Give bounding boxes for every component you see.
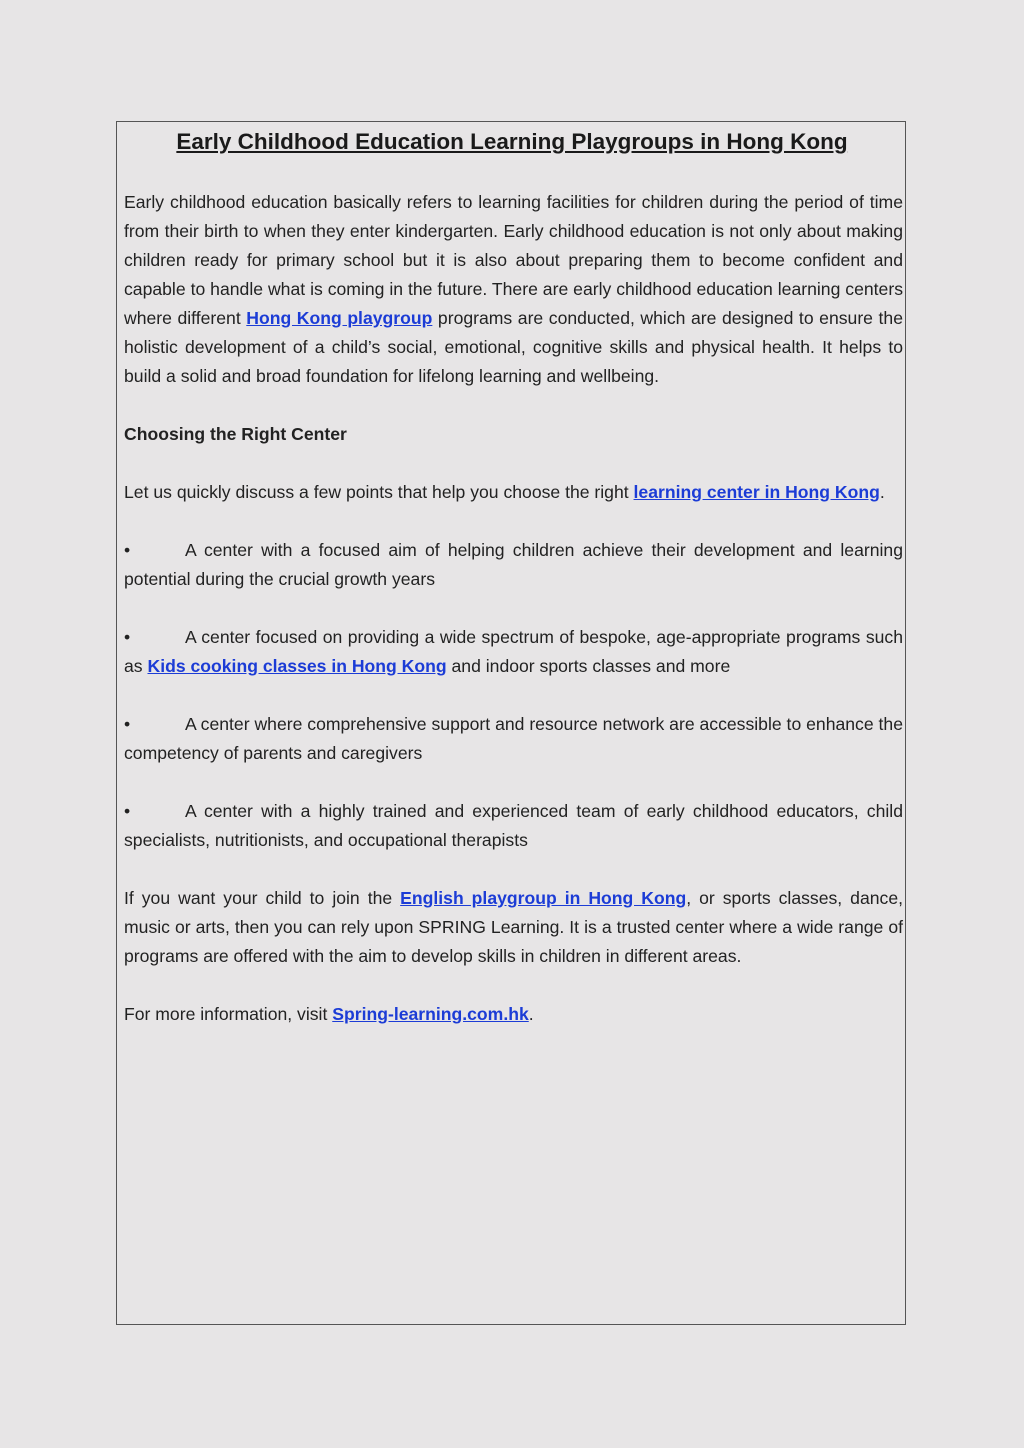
intro-paragraph bbox=[124, 188, 903, 391]
closing-text-start: If you want your child to join the bbox=[124, 888, 401, 908]
more-info-paragraph bbox=[124, 1000, 903, 1029]
lead-paragraph bbox=[124, 478, 903, 507]
bullet-item-1 bbox=[124, 536, 903, 594]
bullet-marker: • bbox=[124, 540, 131, 560]
learning-center-link[interactable]: learning center in Hong Kong bbox=[633, 482, 880, 502]
intro-text-end: programs are conducted, which are designed to ensure the holistic development of a child’s social, emotional, cognitive skills and physical health. It helps to build a solid and broad foundation for lifelong learning and wellbeing. bbox=[124, 308, 903, 386]
spring-learning-website-link[interactable]: Spring-learning.com.hk bbox=[332, 1004, 529, 1024]
lead-text-start: Let us quickly discuss a few points that help you choose the right bbox=[124, 482, 634, 502]
document-body bbox=[124, 188, 903, 1029]
english-playgroup-link[interactable]: English playgroup in Hong Kong bbox=[400, 888, 687, 908]
bullet-text-start: A center focused on providing a wide spectrum of bespoke, age-appropriate programs such as bbox=[124, 627, 903, 676]
bullet-text: A center where comprehensive support and resource network are accessible to enhance the competency of parents and caregivers bbox=[124, 714, 903, 763]
page-title: Early Childhood Education Learning Playgroups in Hong Kong bbox=[176, 129, 848, 154]
bullet-text-end: and indoor sports classes and more bbox=[446, 656, 731, 676]
bullet-item-2 bbox=[124, 623, 903, 681]
bullet-text: A center with a focused aim of helping children achieve their development and learning potential during the crucial growth years bbox=[124, 540, 903, 589]
intro-text-start: Early childhood education basically refers to learning facilities for children during the period of time from their birth to when they enter kindergarten. Early childhood education is not only about making children ready for primary school but it is also about preparing them to become confident and capable to handle what is coming in the future. There are early childhood education learning centers where different bbox=[124, 192, 903, 328]
kids-cooking-classes-link[interactable]: Kids cooking classes in Hong Kong bbox=[147, 656, 447, 676]
bullet-item-3 bbox=[124, 710, 903, 768]
more-info-period: . bbox=[528, 1004, 534, 1024]
closing-text-end: , or sports classes, dance, music or arts, then you can rely upon SPRING Learning. It is a trusted center where a wide range of programs are offered with the aim to develop skills in children in different areas. bbox=[124, 888, 903, 966]
hong-kong-playgroup-link[interactable]: Hong Kong playgroup bbox=[246, 308, 433, 328]
bullet-item-4 bbox=[124, 797, 903, 855]
bullet-text: A center with a highly trained and experienced team of early childhood educators, child specialists, nutritionists, and occupational therapists bbox=[124, 801, 903, 850]
section-heading: Choosing the Right Center bbox=[124, 424, 347, 444]
more-info-text: For more information, visit bbox=[124, 1004, 333, 1024]
closing-paragraph bbox=[124, 884, 903, 971]
bullet-marker: • bbox=[124, 801, 131, 821]
lead-text-end: . bbox=[879, 482, 885, 502]
bullet-marker: • bbox=[124, 627, 131, 647]
bullet-marker: • bbox=[124, 714, 131, 734]
